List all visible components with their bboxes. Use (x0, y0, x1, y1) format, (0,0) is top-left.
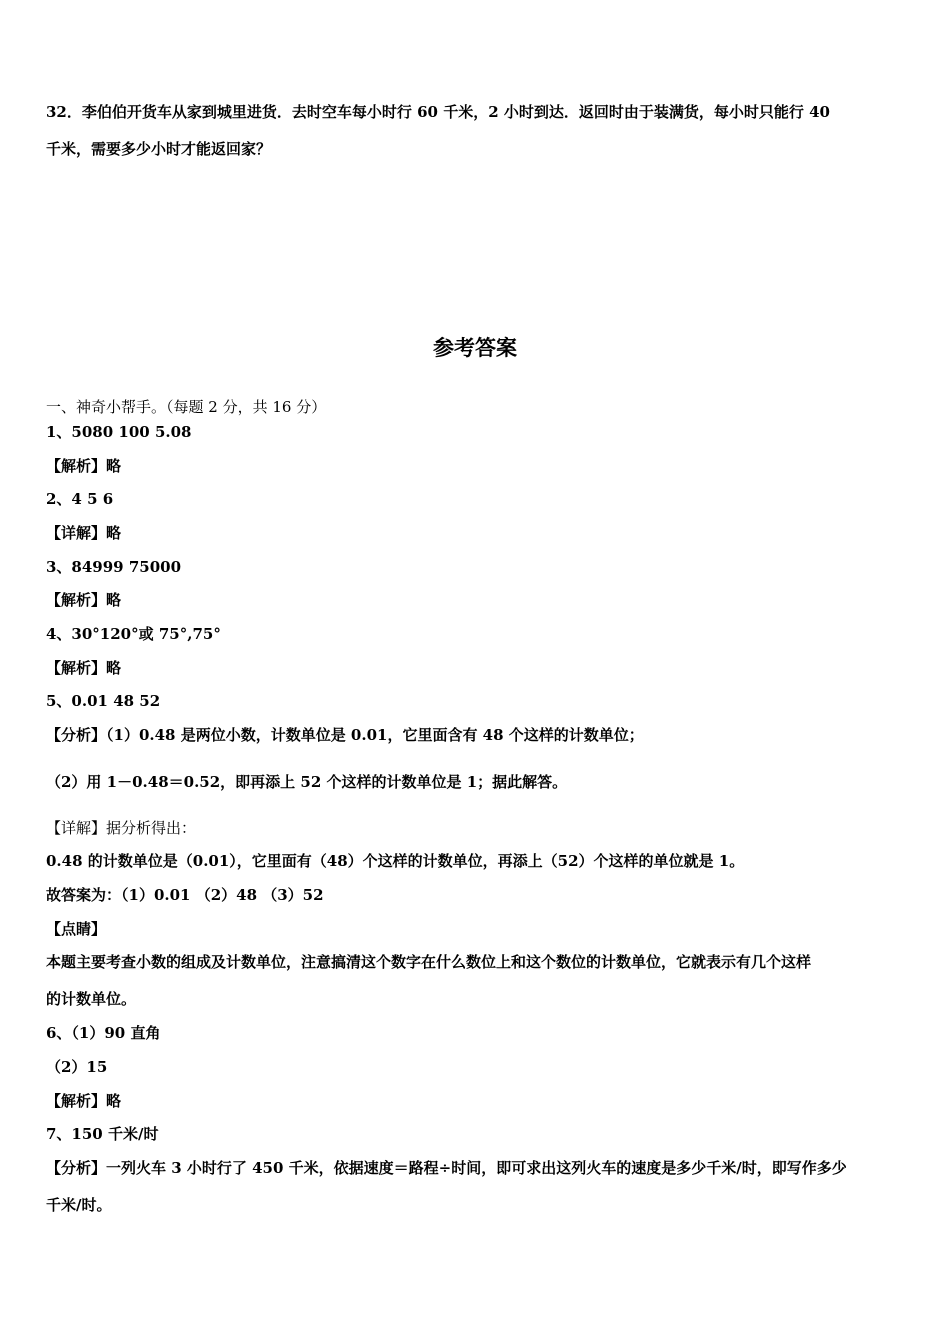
answer-1-note: 【解析】略 (46, 457, 122, 475)
answer-6-part-1: 6、（1）90 直角 (46, 1024, 161, 1042)
answer-5-analysis-2: （2）用 1－0.48＝0.52，即再添上 52 个这样的计数单位是 1；据此解答。 (46, 773, 568, 791)
question-32-line-1: 32．李伯伯开货车从家到城里进货．去时空车每小时行 60 千米，2 小时到达．返回时由于装满货，每小时只能行 40 (46, 103, 830, 121)
answer-1: 1、5080 100 5.08 (46, 423, 192, 441)
answer-2: 2、4 5 6 (46, 490, 114, 508)
answer-7: 7、150 千米/时 (46, 1125, 159, 1143)
answer-5-tip-1: 本题主要考查小数的组成及计数单位，注意搞清这个数字在什么数位上和这个数位的计数单位，它就表示有几个这样 (46, 953, 812, 971)
answer-4: 4、30°120°或 75°,75° (46, 625, 221, 643)
answer-7-analysis-2: 千米/时。 (46, 1196, 112, 1214)
question-32-line-2: 千米，需要多少小时才能返回家？ (46, 140, 272, 158)
answer-7-analysis-1: 【分析】一列火车 3 小时行了 450 千米，依据速度＝路程÷时间，即可求出这列火车的速度是多少千米/时，即写作多少 (46, 1159, 847, 1177)
section-1-heading: 一、神奇小帮手。（每题 2 分，共 16 分） (46, 398, 327, 416)
answer-3: 3、84999 75000 (46, 558, 182, 576)
answers-title: 参考答案 (433, 336, 517, 360)
answer-3-note: 【解析】略 (46, 591, 122, 609)
answer-5-tip-2: 的计数单位。 (46, 990, 137, 1008)
answer-6-part-2: （2）15 (46, 1058, 108, 1076)
answer-5-analysis-1: 【分析】（1）0.48 是两位小数，计数单位是 0.01，它里面含有 48 个这样的计数单位； (46, 726, 644, 744)
answer-2-note: 【详解】略 (46, 524, 122, 542)
answer-5-detail: 0.48 的计数单位是（0.01），它里面有（48）个这样的计数单位，再添上（52）个这样的单位就是 1。 (46, 852, 745, 870)
answer-5-final: 故答案为：（1）0.01 （2）48 （3）52 (46, 886, 324, 904)
answer-5-detail-label: 【详解】据分析得出： (46, 819, 197, 837)
answer-4-note: 【解析】略 (46, 659, 122, 677)
answer-6-note: 【解析】略 (46, 1092, 122, 1110)
answer-5-tip-label: 【点睛】 (46, 920, 107, 938)
answer-5: 5、0.01 48 52 (46, 692, 161, 710)
